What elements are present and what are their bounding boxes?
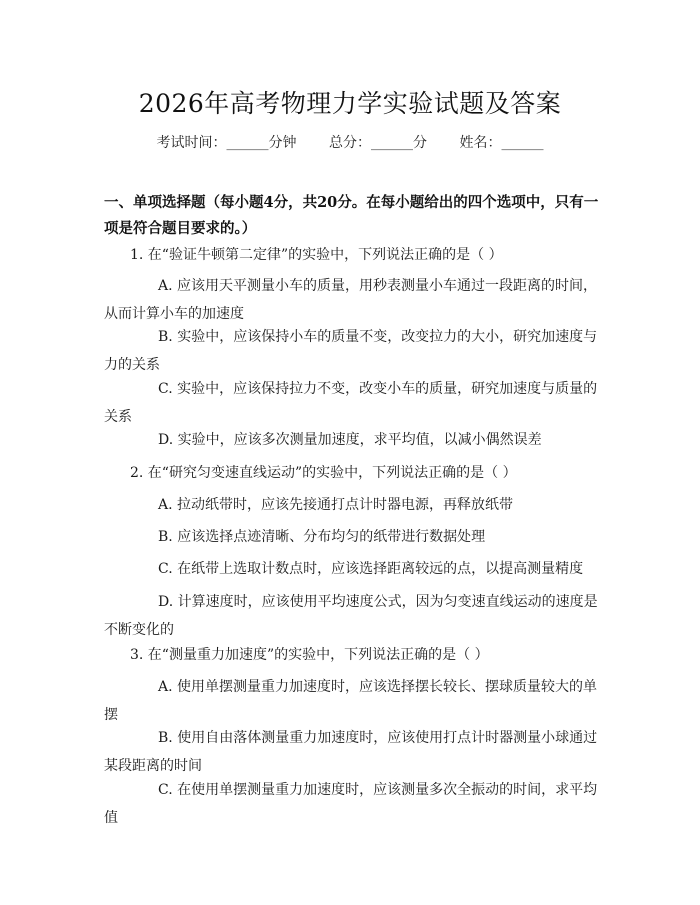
exam-info-line bbox=[0, 132, 700, 152]
question-2-stem: 2. 在“研究匀变速直线运动”的实验中，下列说法正确的是（ ） bbox=[130, 465, 517, 481]
question-1-option-a: A. 应该用天平测量小车的质量，用秒表测量小车通过一段距离的时间，从而计算小车的加速度 bbox=[104, 278, 598, 322]
student-name-field: 姓名：______ bbox=[459, 135, 544, 151]
question-2-option-d: D. 计算速度时，应该使用平均速度公式，因为匀变速直线运动的速度是不断变化的 bbox=[104, 594, 598, 638]
question-3-option-b: B. 使用自由落体测量重力加速度时，应该使用打点计时器测量小球通过某段距离的时间 bbox=[104, 730, 598, 774]
exam-title: 2026年高考物理力学实验试题及答案 bbox=[138, 89, 562, 118]
question-1-option-b: B. 实验中，应该保持小车的质量不变，改变拉力的大小，研究加速度与力的关系 bbox=[104, 329, 598, 373]
question-1-option-c: C. 实验中，应该保持拉力不变，改变小车的质量，研究加速度与质量的关系 bbox=[104, 381, 598, 425]
question-1-option-d: D. 实验中，应该多次测量加速度，求平均值，以减小偶然误差 bbox=[158, 432, 542, 448]
question-3-stem: 3. 在“测量重力加速度”的实验中，下列说法正确的是（ ） bbox=[130, 647, 489, 663]
question-1-stem: 1. 在“验证牛顿第二定律”的实验中，下列说法正确的是（ ） bbox=[130, 247, 503, 263]
question-3-option-c: C. 在使用单摆测量重力加速度时，应该测量多次全振动的时间，求平均值 bbox=[104, 782, 598, 826]
question-2-option-a: A. 拉动纸带时，应该先接通打点计时器电源，再释放纸带 bbox=[158, 497, 514, 513]
question-2-option-c: C. 在纸带上选取计数点时，应该选择距离较远的点，以提高测量精度 bbox=[158, 561, 584, 577]
exam-time-field: 考试时间：______分钟 bbox=[156, 135, 297, 151]
question-3-option-a: A. 使用单摆测量重力加速度时，应该选择摆长较长、摆球质量较大的单摆 bbox=[104, 679, 598, 723]
question-2-option-b: B. 应该选择点迹清晰、分布均匀的纸带进行数据处理 bbox=[158, 529, 486, 545]
exam-score-field: 总分：______分 bbox=[329, 135, 427, 151]
section-heading: 一、单项选择题（每小题4分，共20分。在每小题给出的四个选项中，只有一项是符合题目要求的。） bbox=[104, 194, 599, 237]
